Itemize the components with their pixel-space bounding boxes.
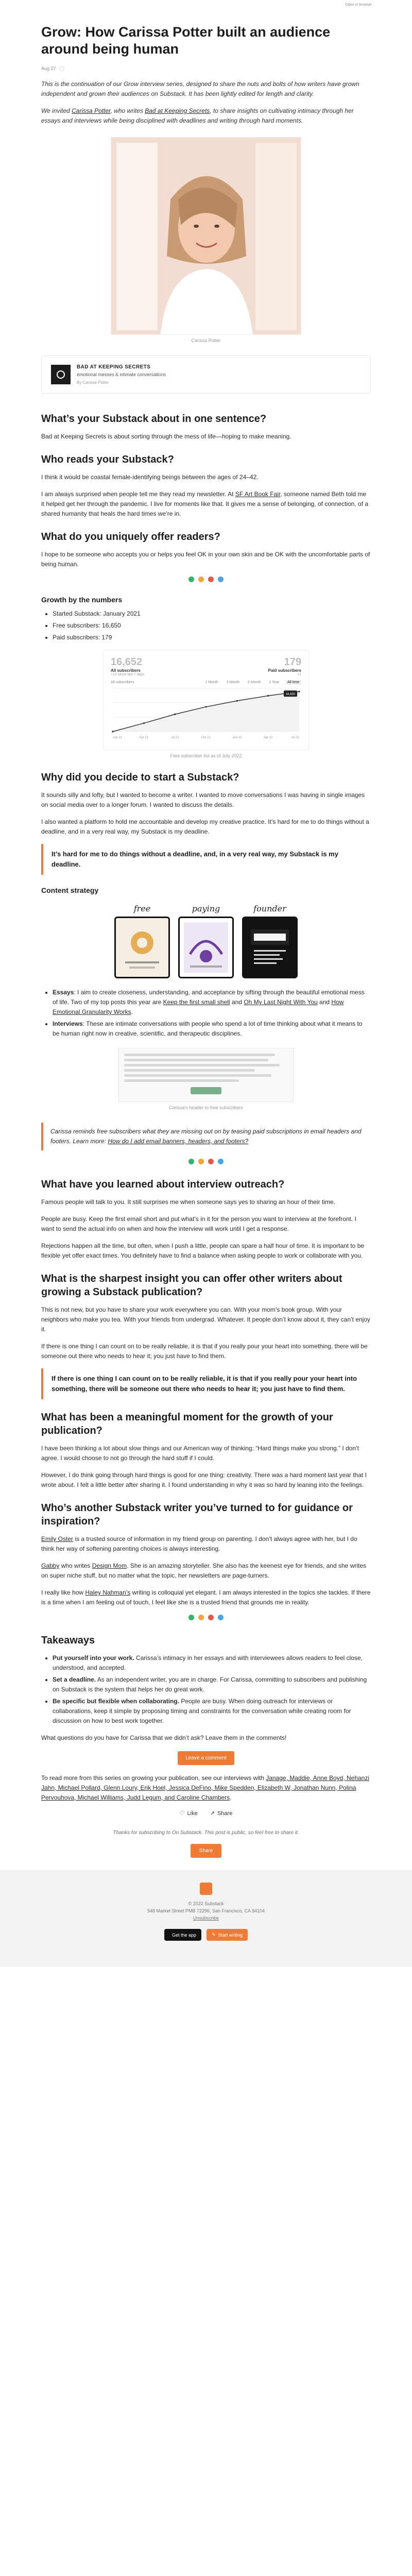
footer [0,1870,412,1967]
growth-stats-list [41,609,371,642]
data-point [267,695,269,697]
email-header-screenshot [118,1048,294,1102]
list-item: • Interviews: These are intimate conversations with people who spend a lot of time thinking about what it means to be human right now in creative, scientific, and therapeutic disciplines. [53,1019,371,1039]
section-paragraph: If there is one thing I can count on to be really reliable, it is that if you really pour your heart into something, there will be someone out there who needs to hear it; you just have to find them. [41,1343,368,1360]
interview-links[interactable]: Janage, Maddie, Anne Boyd, Nehanzi Jahn, Michael Pollard, Glenn Loury, Erik Hoel, Jessica DeFino, Mike Spedden, Elizabeth W, Jonathan Nunn, Polina Pervouhova, Michael Williams, Judd Legum, and Caroline Chambers [41,1774,370,1801]
dot-icon [218,1159,224,1164]
subscribe-button-preview [191,1087,221,1094]
list-item: • Started Substack: January 2021 [53,609,371,619]
section-title: What is the sharpest insight you can offer other writers about growing a Substack publication? [41,1273,342,1298]
list-item: • Set a deadline. As an independent writer, you are in charge. For Carissa, committing to subscribers and publishing on Substack is the system that helps her do great work. [53,1675,371,1694]
plan-card-paying [178,904,234,978]
leave-comment-button[interactable]: Leave a comment [178,1751,234,1765]
list-item: • Essays: I aim to create closeness, understanding, and acceptance by sifting through the beautiful emotional mess of life. Two of my top posts this year are Keep the first small shell and Oh My Last Night With You and How Emotional Granularity Works. [53,988,371,1017]
section-title: Growth by the numbers [41,596,123,604]
text-line [124,1064,280,1066]
plan-illustration [242,917,298,978]
hero-image [111,137,301,335]
text-line [124,1059,268,1061]
data-point [112,731,113,732]
inline-link[interactable]: Haley Nahman’s [85,1589,131,1596]
series-paragraph: To read more from this series on growing your publication, see our interviews with Janage, Maddie, Anne Boyd, Nehanzi Jahn, Michael Pollard, Glenn Loury, Erik Hoel, Jessica DeFino, Mike Spedden, Elizabeth W, Jonathan Nunn, Polina Pervouhova, Michael Williams, Judd Legum, and Caroline Chambers. [41,1774,370,1801]
subscriber-chart [103,650,309,750]
publication-logo [51,365,71,384]
x-tick-label: Jan 22 [232,736,242,739]
x-tick-label: Jan 21 [113,736,123,739]
plan-card-free [114,904,170,978]
all-subscribers-count: 16,652 [111,656,143,668]
plan-label: free [133,904,151,913]
address: 548 Market Street PMB 72296, San Francisco, CA 94104 [147,1908,265,1913]
chart-tabs [111,681,301,684]
dot-icon [188,577,194,582]
footer-share-button[interactable]: Share [191,1844,221,1858]
section-paragraph: I have been thinking a lot about slow things and our American way of thinking: “Hard things make you strong.” I don’t agree. I would choose to not go through the hard stuff if I could. [41,1445,359,1462]
pull-quote-text: If there is one thing I can count on to be really reliable, it is that if you really pour your heart into something, there will be someone out there who needs to hear it; you just have to find them. [52,1375,357,1393]
data-point [298,691,300,692]
section-paragraph: People are busy. Keep the first email short and put what’s in it for the person you want to interview at the forefront. I want to send the actual info on when and how the interview will work until I get a response. [41,1215,356,1232]
range-option[interactable]: 1 Year [269,681,280,684]
text-line [124,1074,271,1077]
list-item: • Put yourself into your work. Carissa’s intimacy in her essays and with interviewees allows readers to feel close, understood, and accepted. [53,1653,371,1673]
start-writing-button[interactable]: ✎ Start writing [207,1929,248,1941]
pull-quote [41,1368,371,1399]
store-buttons [0,1929,412,1941]
comment-prompt: What questions do you have for Carissa that we didn’t ask? Leave them in the comments! [41,1734,287,1741]
plan-illustration [114,917,170,978]
inline-link[interactable]: Oh My Last Night With You [244,998,318,1006]
section-title: Who’s another Substack writer you’ve turned to for guidance or inspiration? [41,1502,353,1527]
section-title: Who reads your Substack? [41,454,174,465]
section-paragraph: Emily Oster is a trusted source of information in my friend group on parenting. I don’t always agree with her, but I do think her way of softening parenting choices is always interesting. [41,1535,357,1552]
share-circle-icon[interactable] [59,66,64,71]
author-link[interactable]: Carissa Potter [72,107,111,114]
section-paragraph: I hope to be someone who accepts you or helps you feel OK in your own skin and be OK with the uncomfortable parts of being human. [41,551,370,568]
range-option[interactable]: 3 Month [226,681,240,684]
data-point [236,700,238,702]
x-tick-label: Jul 21 [170,736,179,739]
text-line [124,1069,255,1072]
inline-link[interactable]: How Emotional Granularity Works [53,998,344,1015]
section-paragraph: Bad at Keeping Secrets is about sorting through the mess of life—hoping to make meaning. [41,433,291,440]
article [41,12,371,1858]
plan-card-founder [242,904,298,978]
like-button[interactable]: ♡ Like [179,1810,198,1817]
section-title: Takeaways [41,1635,95,1646]
x-tick-label: Apr 22 [263,736,273,739]
paid-subscribers-label: Paid subscribers [268,668,301,673]
text-line [124,1054,275,1056]
dot-icon [218,1615,224,1620]
x-tick-label: Oct 21 [201,736,211,739]
substack-logo-icon [200,1883,212,1895]
dot-icon [198,1159,204,1164]
dot-icon [218,577,224,582]
section-paragraph: Rejections happen all the time, but often, when I push a little, people can spare a half hour of time. It is important to be flexible yet offer exact times. You definitely have to find a balance when asking people to work or collaborate with you. [41,1242,365,1259]
list-item: • Be specific but flexible when collaborating. People are busy. When doing outreach for interviews or collaborations, keep it simple by proposing timing and constraints for the conversation while creating room for discussion on how to best work together. [53,1697,371,1726]
section-paragraph: This is not new, but you have to share your work everywhere you can. With your mom’s book group. With your neighbors who make you tea. With your friends from undergrad. Whatever. It people don’t know about it, they can’t enjoy it. [41,1306,371,1333]
article-title: Grow: How Carissa Potter built an audience around being human [41,24,331,57]
chart-caption: Free subscriber list as of July 2022 [170,753,242,758]
pull-quote [41,844,371,875]
hero-caption: Carissa Potter [191,338,221,343]
intro-paragraph-2: We invited Carissa Potter, who writes Bad at Keeping Secrets, to share insights on cultivating intimacy through her essays and interviews while being disciplined with deadlines and writing through hard moments. [41,107,354,124]
section-title: What do you uniquely offer readers? [41,531,220,543]
data-point [174,714,176,715]
section-title: Why did you decide to start a Substack? [41,772,239,783]
section-title: What have you learned about interview outreach? [41,1179,285,1190]
range-option[interactable]: 1 Month [205,681,218,684]
thanks-note: Thanks for subscribing to On Substack. This post is public, so feel free to share it. [113,1830,299,1836]
chart-tooltip-label: 16,650 [285,692,296,696]
dot-icon [208,1615,214,1620]
paid-subscribers-count: 179 [284,656,301,668]
section-title: Content strategy [41,886,99,894]
dot-icon [198,1615,204,1620]
publication-tagline: emotional messes & intimate conversations [77,372,166,377]
inline-link[interactable]: Keep the first small shell [163,998,230,1006]
plan-label: paying [192,904,220,913]
inline-link[interactable]: Gabby [41,1562,60,1569]
dot-icon [208,577,214,582]
dot-icon [188,1615,194,1620]
plan-illustration [178,917,234,978]
x-tick-label: Apr 21 [139,736,149,739]
chart-stats [111,656,301,676]
byline [41,66,371,71]
series-area [113,691,299,732]
plan-label: founder [253,904,286,913]
reaction-dots [41,577,371,582]
publication-author: By Carissa Potter [77,380,109,385]
dot-icon [198,577,204,582]
range-option-active[interactable]: All time [285,680,301,685]
section-paragraph: Famous people will talk to you. It still surprises me when someone says yes to sharing an hour of their time. [41,1198,335,1206]
portrait-illustration [111,138,301,335]
publication-name: BAD AT KEEPING SECRETS [77,364,151,370]
pen-icon: ✎ [211,1932,216,1937]
all-subscribers-delta: +12 since last 7 days [111,673,145,676]
list-item: • Free subscribers: 16,650 [53,621,371,631]
topbar [0,0,412,12]
intro-paragraph: This is the continuation of our Grow interview series, designed to share the nuts and bolts of how writers have grown independent and grown their audiences on Substack. It has been lightly edited for length and clarity. [41,80,359,97]
unsubscribe-link[interactable]: Unsubscribe [193,1916,219,1921]
inline-link[interactable]: SF Art Book Fair [235,490,281,498]
inline-link[interactable]: Design Mom [92,1562,127,1569]
help-link[interactable]: How do I add email banners, headers, and footers? [108,1138,249,1145]
open-in-browser-link[interactable]: Open in browser [345,3,372,7]
section-paragraph: I am always surprised when people tell me they read my newsletter. At SF Art Book Fair, someone named Beth told me it helped get her through the pandemic. I live for moments like that. It gives me a sense of belonging, of connection, of a shared humanity that heals the hard times we’re in. [41,490,369,517]
dot-icon [188,1159,194,1164]
tip-quote-text: Carissa reminds free subscribers what they are missing out on by teasing paid subscriptions in email headers and footers. Learn more: How do I add email banners, headers, and footers? [50,1128,362,1145]
section-title: What has been a meaningful moment for the growth of your publication? [41,1412,333,1436]
section-paragraph: I think it would be coastal female-identifying beings between the ages of 24–42. [41,473,259,481]
list-item: • Paid subscribers: 179 [53,633,371,642]
section-paragraph: I also wanted a platform to hold me accountable and develop my creative practice. It’s hard for me to do things without a deadline, and in a very real way, my Substack is my deadline. [41,818,369,835]
subscription-cards [41,904,371,978]
chart-plot [111,684,301,741]
content-strategy-list [41,988,371,1039]
share-icon: ↗ [210,1810,215,1817]
section-paragraph: Gabby who writes Design Mom. She is an amazing storyteller. She also has the keenest eye for friends, and she writes on super niche stuff, but no matter what the topic, her newsletters are page-turners. [41,1562,366,1579]
range-option[interactable]: 6 Month [247,681,261,684]
x-tick-label: Jul 22 [290,736,299,739]
section-title: What’s your Substack about in one sentence? [41,413,267,425]
dot-icon [208,1159,214,1164]
section-paragraph: However, I do think going through hard things is good for one thing: creativity. There was a hard moment last year that I wrote about. I felt a little better after sharing it. I found understanding in why it was so hard by leaning into the feelings. [41,1471,367,1488]
screenshot-caption: Carissa’s header to free subscribers [169,1105,243,1110]
post-actions [41,1810,371,1817]
copyright: © 2022 Substack [188,1901,224,1906]
article-date: Aug 27 [41,66,56,71]
text-line [124,1079,239,1082]
inline-link[interactable]: Emily Oster [41,1535,74,1543]
publication-link[interactable]: Bad at Keeping Secrets [145,107,210,114]
tip-quote [41,1123,371,1150]
app-store-button[interactable]: Get the app [164,1929,201,1941]
heart-icon: ♡ [179,1810,185,1817]
data-point [205,706,207,707]
share-button[interactable]: ↗ Share [210,1810,233,1817]
pull-quote-text: It’s hard for me to do things without a deadline, and, in a very real way, my Substack is my deadline. [52,850,338,868]
paid-subscribers-delta: +1 [297,673,301,676]
all-subscribers-label: All subscribers [111,668,141,673]
takeaways-list [41,1653,371,1726]
reaction-dots [41,1159,371,1164]
reaction-dots [41,1615,371,1620]
range-selector [200,681,301,684]
section-paragraph: I really like how Haley Nahman’s writing is colloquial yet elegant. I am always interested in the topics she tackles. If there is a time when I am feeling out of touch, I feel like she is a trusted friend that grounds me in reality. [41,1589,371,1606]
chart-title: All subscribers [111,681,134,684]
section-paragraph: It sounds silly and lofty, but I wanted to become a writer. I wanted to move conversations I was having in single images on social media over to a longer forum. I wanted to discuss the details. [41,791,365,808]
publication-card[interactable] [41,355,371,394]
data-point [143,722,145,724]
